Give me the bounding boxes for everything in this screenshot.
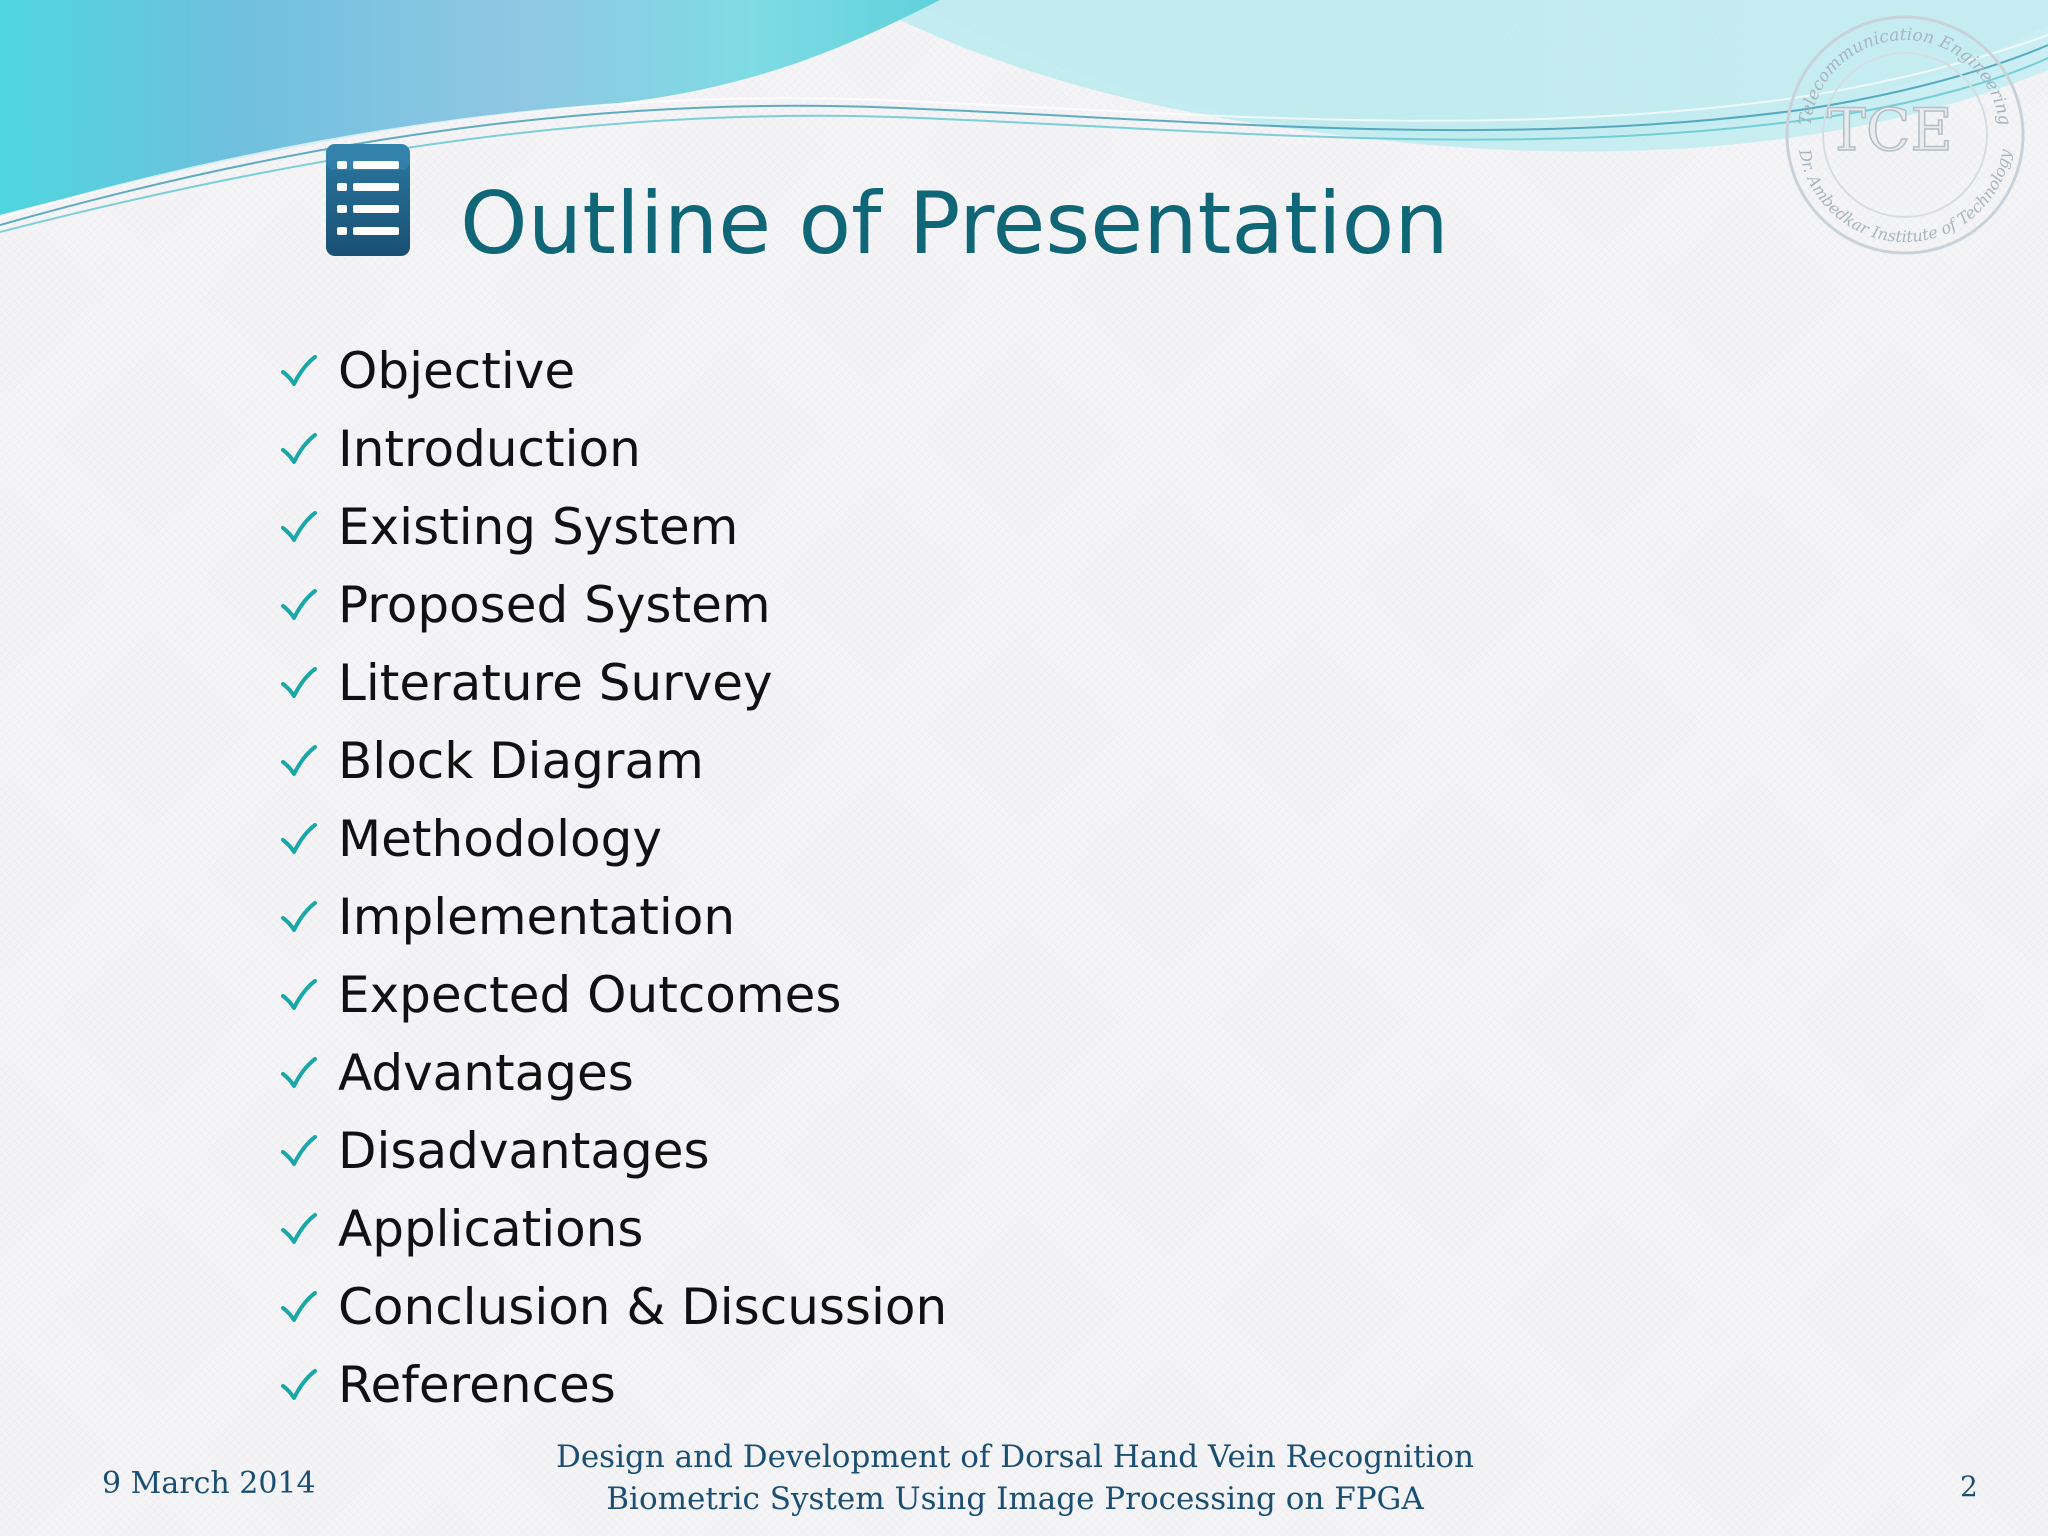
slide-title: Outline of Presentation <box>460 174 1449 274</box>
svg-text:Dr. Ambedkar Institute of Tech: Dr. Ambedkar Institute of Technology <box>1795 147 2015 247</box>
footer-date: 9 March 2014 <box>102 1466 316 1501</box>
checkmark-icon <box>278 1209 318 1249</box>
outline-list <box>278 332 947 1424</box>
checkmark-icon <box>278 429 318 469</box>
outline-item-label: Expected Outcomes <box>338 966 842 1024</box>
outline-item-label: References <box>338 1356 616 1414</box>
checkmark-icon <box>278 1287 318 1327</box>
checkmark-icon <box>278 819 318 859</box>
page-number: 2 <box>1960 1470 1978 1503</box>
outline-item <box>278 1346 947 1424</box>
outline-item-label: Methodology <box>338 810 662 868</box>
footer-title-line-2: Biometric System Using Image Processing on FPGA <box>606 1481 1424 1517</box>
checkmark-icon <box>278 351 318 391</box>
outline-item <box>278 566 947 644</box>
outline-item <box>278 644 947 722</box>
checkmark-icon <box>278 585 318 625</box>
outline-item <box>278 800 947 878</box>
list-icon <box>325 143 411 257</box>
outline-item <box>278 956 947 1034</box>
checkmark-icon <box>278 1053 318 1093</box>
checkmark-icon <box>278 663 318 703</box>
outline-item <box>278 410 947 488</box>
outline-item-label: Introduction <box>338 420 641 478</box>
institute-seal-logo <box>1770 0 2040 270</box>
outline-item <box>278 878 947 956</box>
outline-item-label: Applications <box>338 1200 644 1258</box>
outline-item-label: Advantages <box>338 1044 634 1102</box>
svg-text:TCE: TCE <box>1827 96 1953 164</box>
outline-item <box>278 1268 947 1346</box>
checkmark-icon <box>278 1365 318 1405</box>
outline-item-label: Objective <box>338 342 576 400</box>
outline-item <box>278 1190 947 1268</box>
outline-item <box>278 1112 947 1190</box>
outline-item-label: Literature Survey <box>338 654 773 712</box>
footer-presentation-title <box>530 1436 1500 1520</box>
checkmark-icon <box>278 1131 318 1171</box>
outline-item-label: Existing System <box>338 498 739 556</box>
checkmark-icon <box>278 897 318 937</box>
outline-item <box>278 1034 947 1112</box>
outline-item-label: Implementation <box>338 888 736 946</box>
outline-item <box>278 722 947 800</box>
checkmark-icon <box>278 975 318 1015</box>
checkmark-icon <box>278 507 318 547</box>
svg-text:Telecommunication Engineering: Telecommunication Engineering <box>1795 24 2015 127</box>
outline-item-label: Proposed System <box>338 576 771 634</box>
outline-item <box>278 332 947 410</box>
outline-item-label: Conclusion & Discussion <box>338 1278 948 1336</box>
outline-item <box>278 488 947 566</box>
checkmark-icon <box>278 741 318 781</box>
outline-item-label: Block Diagram <box>338 732 704 790</box>
outline-item-label: Disadvantages <box>338 1122 710 1180</box>
footer-title-line-1: Design and Development of Dorsal Hand Vein Recognition <box>555 1439 1475 1475</box>
